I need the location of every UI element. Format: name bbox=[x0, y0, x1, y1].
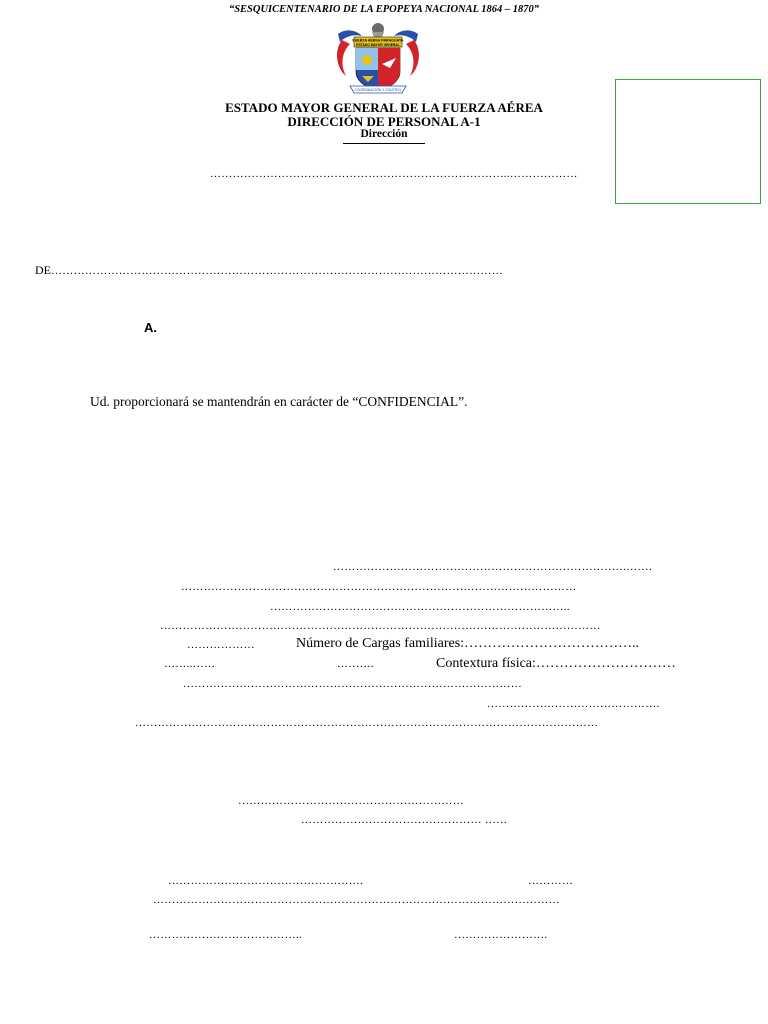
de-dots: ………………………………………………………………………………………………………… bbox=[51, 265, 503, 277]
crest-ribbon: COORDINACIÓN Y CONTROL bbox=[354, 88, 402, 92]
form-line-9: …………………………………………………………………………………………………………… bbox=[135, 717, 599, 729]
form-line-12a: ……………………………………………. bbox=[168, 875, 364, 887]
form-line-1: …………………………………………………………………….…… bbox=[333, 561, 653, 573]
org-title-line1: ESTADO MAYOR GENERAL DE LA FUERZA AÉREA bbox=[225, 100, 543, 115]
form-line-11: ………………………………………… …… bbox=[301, 814, 508, 826]
air-force-crest-logo bbox=[332, 20, 424, 100]
date-line: ……………………………………………………………………..……………… bbox=[210, 168, 578, 180]
de-line bbox=[35, 263, 503, 278]
crest-banner-mid: ESTADO MAYOR GENERAL bbox=[356, 42, 400, 47]
form-line-14a: ………………………………….. bbox=[149, 929, 302, 941]
form-line-7: ……………………………………………………………………………… bbox=[183, 678, 522, 690]
form-line-14b: ……………………. bbox=[454, 929, 548, 941]
cargas-familiares-field: Número de Cargas familiares:……………………………….. bbox=[296, 636, 640, 651]
form-line-8: ………………………………………. bbox=[487, 698, 660, 710]
de-label: DE bbox=[35, 263, 51, 277]
contextura-fisica-field: Contextura física:………………………… bbox=[436, 656, 676, 671]
org-title-line2: DIRECCIÓN DE PERSONAL A-1 bbox=[287, 114, 481, 129]
form-line-13: ……………………………………………………………………………………………… bbox=[153, 894, 560, 906]
photo-box bbox=[615, 79, 761, 204]
form-line-2: …………………………………………………………………………………………… bbox=[181, 581, 577, 593]
form-line-6a: ……..…… bbox=[164, 658, 216, 670]
confidential-notice: Ud. proporcionará se mantendrán en carácter de “CONFIDENCIAL”. bbox=[90, 394, 468, 409]
title-underline bbox=[343, 143, 425, 144]
form-line-10: …………………………………………………… bbox=[238, 795, 464, 807]
form-line-6b: ………. bbox=[337, 658, 374, 670]
form-line-4: ……………………………………………………………………………………………………… bbox=[160, 620, 601, 632]
form-line-5-prefix: ……………… bbox=[187, 639, 255, 651]
form-line-3: …………………………………………………………………….. bbox=[270, 601, 570, 613]
motto: “SESQUICENTENARIO DE LA EPOPEYA NACIONAL 1864 – 1870” bbox=[228, 4, 540, 15]
crest-banner-top: FUERZA AÉREA PARAGUAYA bbox=[352, 38, 404, 43]
form-line-12b: ………… bbox=[528, 875, 574, 887]
org-title-line3: Dirección bbox=[360, 128, 408, 140]
addressee-label: A. bbox=[144, 320, 157, 335]
